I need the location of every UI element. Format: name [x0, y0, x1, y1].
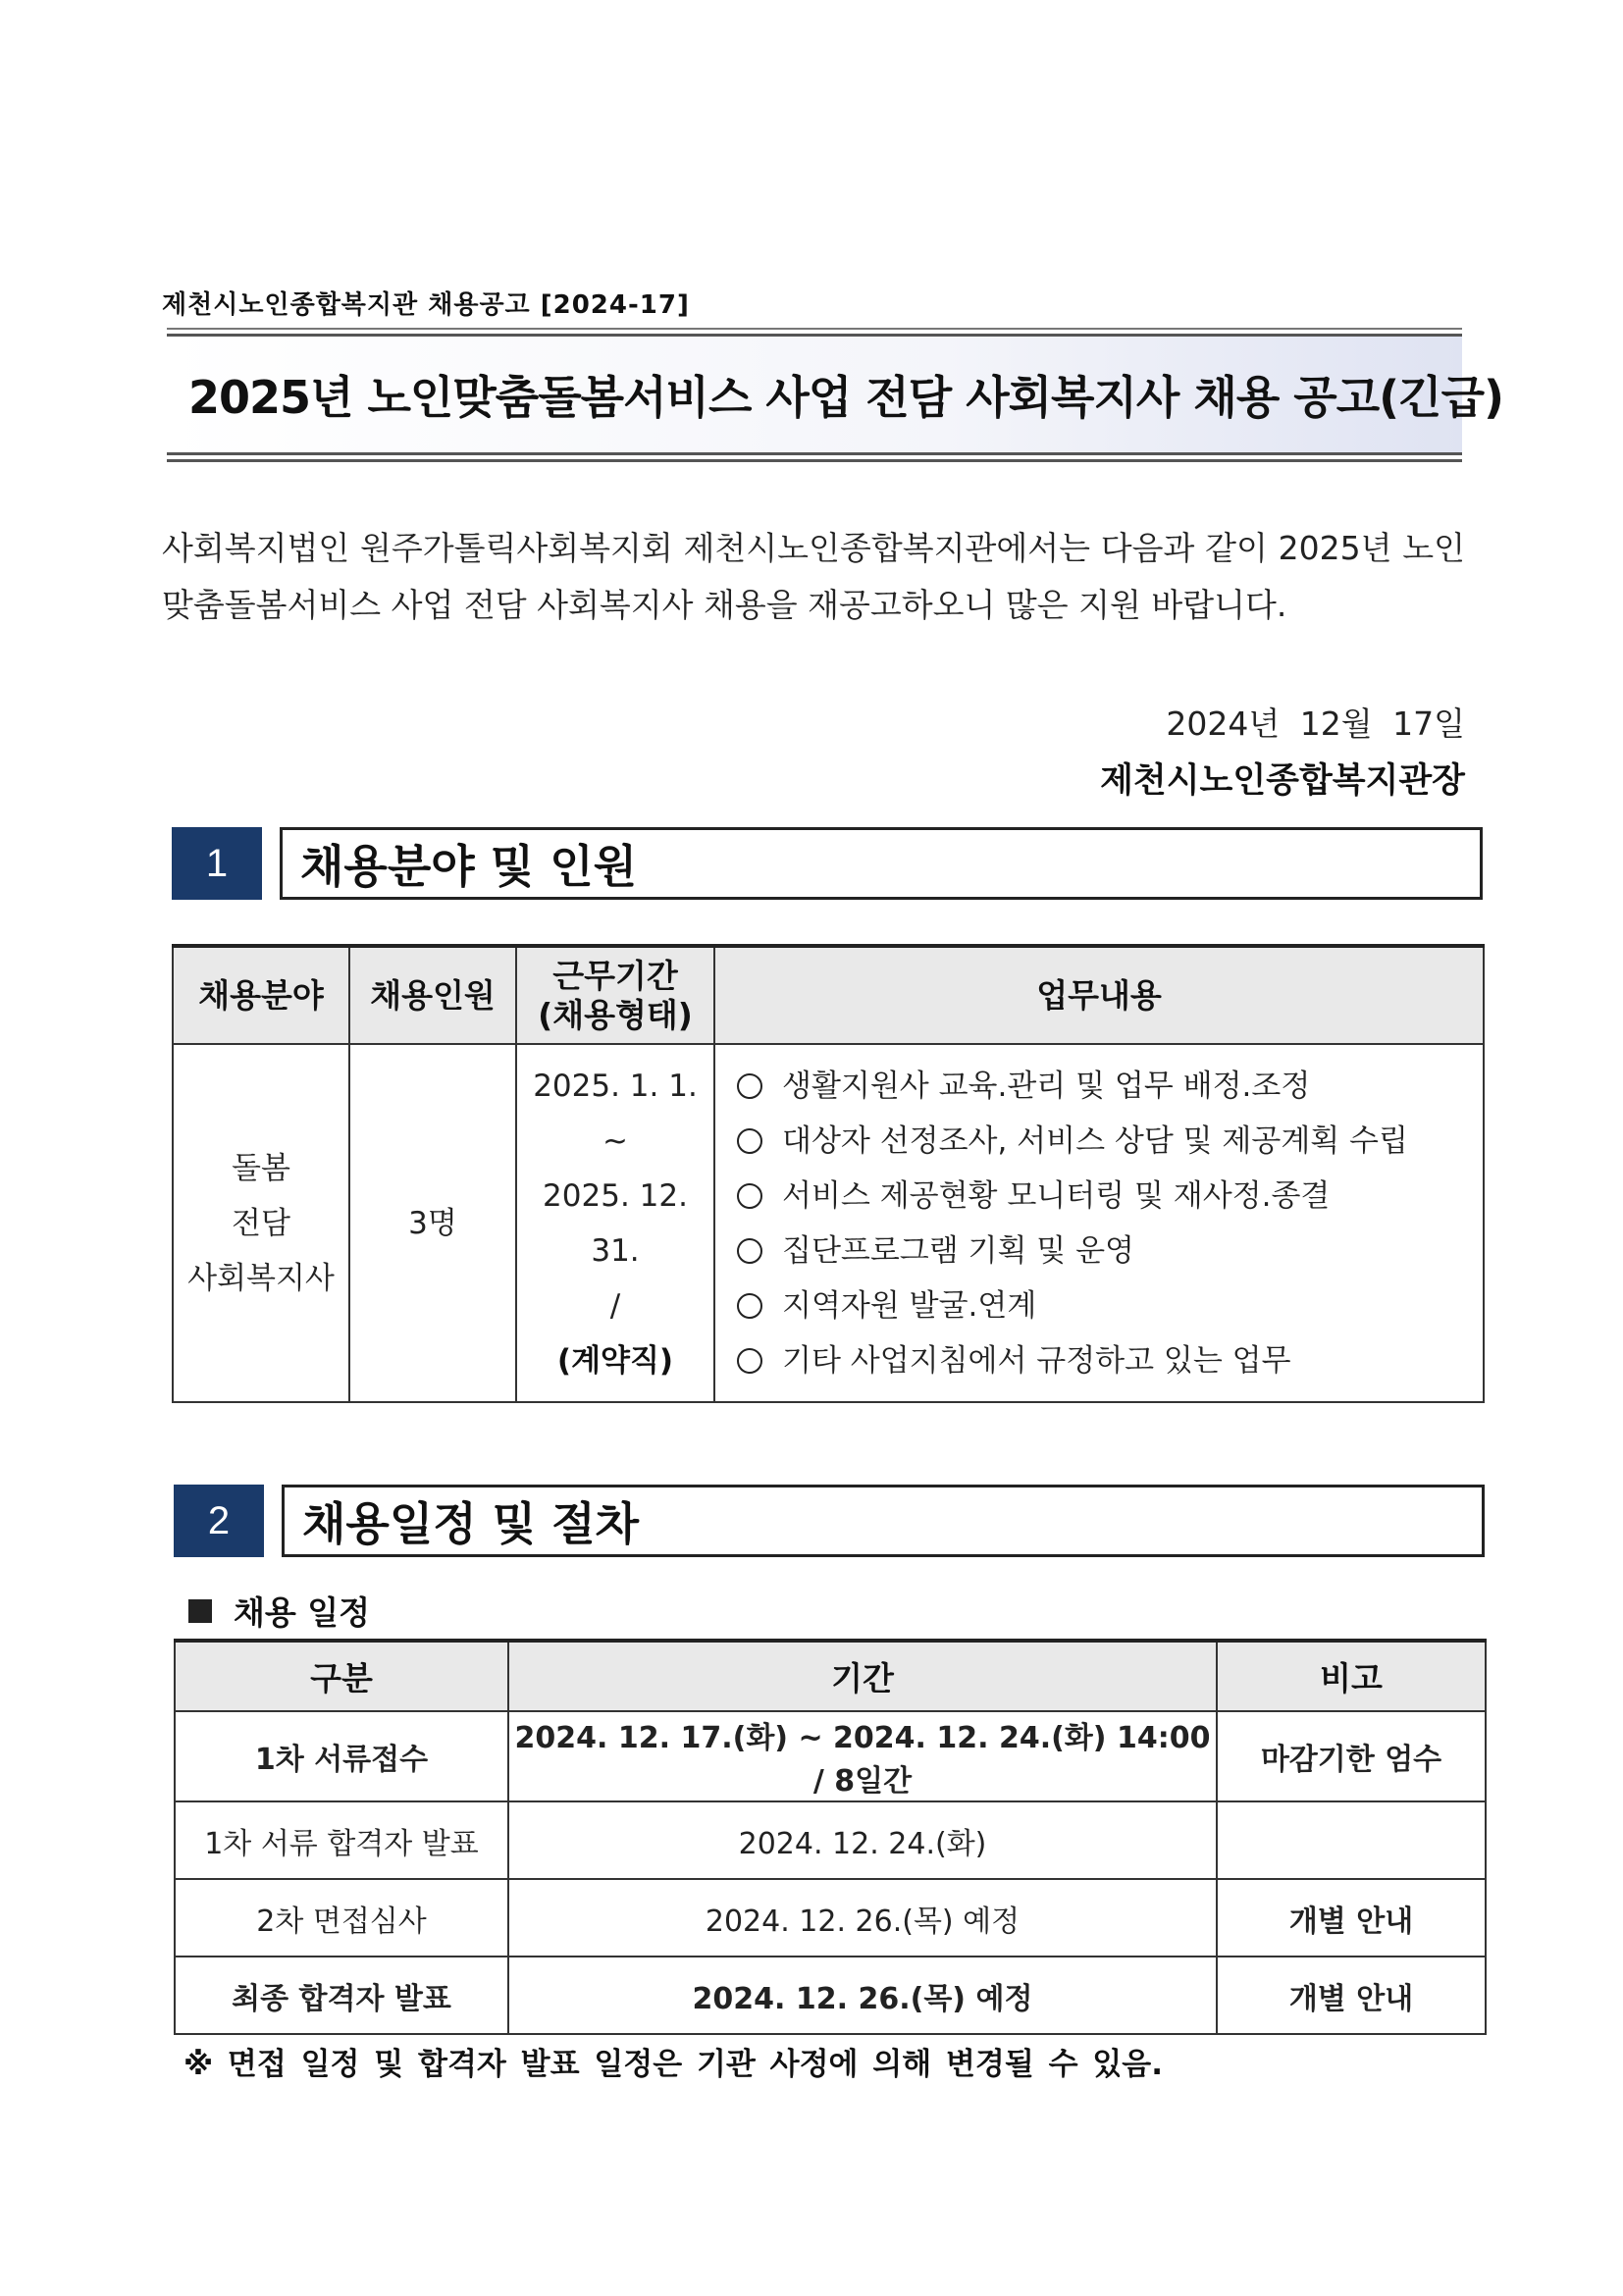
circle-bullet-icon — [737, 1073, 762, 1099]
section1-number: 1 — [172, 827, 262, 900]
circle-bullet-icon — [737, 1128, 762, 1154]
note-cell — [1217, 1801, 1486, 1879]
list-item — [737, 1278, 1482, 1333]
period-separator: ~ — [602, 1122, 628, 1159]
note-cell: 개별 안내 — [1217, 1957, 1486, 2034]
category-cell: 1차 서류접수 — [175, 1711, 508, 1801]
list-item — [737, 1059, 1482, 1114]
duty-text: 집단프로그램 기획 및 운영 — [782, 1232, 1134, 1269]
header-count: 채용인원 — [349, 946, 516, 1044]
table-row — [173, 1044, 1484, 1402]
field-line: 돌봄 — [232, 1150, 290, 1186]
schedule-subheading — [188, 1588, 370, 1634]
period-cell — [516, 1044, 714, 1402]
note-cell: 마감기한 엄수 — [1217, 1711, 1486, 1801]
header-period-line1: 근무기간 — [552, 956, 678, 995]
intro-paragraph: 사회복지법인 원주가톨릭사회복지회 제천시노인종합복지관에서는 다음과 같이 2025년 노인맞춤돌봄서비스 사업 전담 사회복지사 채용을 재공고하오니 많은 지원 바랍니다. — [162, 529, 1465, 624]
field-line: 전담 — [232, 1205, 290, 1241]
notice-number: 제천시노인종합복지관 채용공고 [2024-17] — [162, 290, 690, 320]
duty-text: 서비스 제공현황 모니터링 및 재사정.종결 — [782, 1177, 1331, 1214]
section2-title: 채용일정 및 절차 — [282, 1485, 1485, 1557]
duty-text: 생활지원사 교육.관리 및 업무 배정.조정 — [782, 1068, 1311, 1104]
table-row — [175, 1957, 1486, 2034]
section1-title: 채용분야 및 인원 — [280, 827, 1483, 900]
category-cell: 최종 합격자 발표 — [175, 1957, 508, 2034]
list-item — [737, 1333, 1482, 1388]
period-cell: 2024. 12. 17.(화) ~ 2024. 12. 24.(화) 14:00 / 8일간 — [508, 1711, 1217, 1801]
table-row — [175, 1711, 1486, 1801]
header-category: 구분 — [175, 1641, 508, 1711]
type-separator: / — [609, 1287, 621, 1324]
section2-number: 2 — [174, 1485, 264, 1557]
schedule-table — [174, 1639, 1487, 2035]
employment-type: (계약직) — [556, 1342, 674, 1379]
header-field: 채용분야 — [173, 946, 349, 1044]
recruitment-table — [172, 944, 1485, 1403]
list-item — [737, 1224, 1482, 1278]
note-cell: 개별 안내 — [1217, 1879, 1486, 1957]
table-row — [175, 1879, 1486, 1957]
title-banner — [167, 334, 1504, 455]
page-title: 2025년 노인맞춤돌봄서비스 사업 전담 사회복지사 채용 공고(긴급) — [188, 371, 1504, 424]
circle-bullet-icon — [737, 1238, 762, 1264]
table-row — [175, 1801, 1486, 1879]
duty-text: 대상자 선정조사, 서비스 상담 및 제공계획 수립 — [782, 1122, 1408, 1159]
list-item — [737, 1169, 1482, 1224]
subheading-text: 채용 일정 — [234, 1593, 371, 1632]
duty-text: 기타 사업지침에서 규정하고 있는 업무 — [782, 1342, 1291, 1379]
period-cell: 2024. 12. 26.(목) 예정 — [508, 1957, 1217, 2034]
period-cell: 2024. 12. 24.(화) — [508, 1801, 1217, 1879]
header-note: 비고 — [1217, 1641, 1486, 1711]
table-header-row — [175, 1641, 1486, 1711]
table-header-row — [173, 946, 1484, 1044]
notice-date: 2024년 12월 17일 — [1166, 704, 1465, 743]
square-bullet-icon — [188, 1599, 212, 1623]
signer: 제천시노인종합복지관장 — [1100, 761, 1465, 801]
duties-cell — [714, 1044, 1484, 1402]
count-cell: 3명 — [349, 1044, 516, 1402]
period-cell: 2024. 12. 26.(목) 예정 — [508, 1879, 1217, 1957]
duty-text: 지역자원 발굴.연계 — [782, 1287, 1037, 1324]
circle-bullet-icon — [737, 1183, 762, 1209]
field-cell — [173, 1044, 349, 1402]
header-period-line2: (채용형태) — [538, 995, 693, 1034]
period-end: 2025. 12. 31. — [543, 1177, 688, 1269]
header-schedule-period: 기간 — [508, 1641, 1217, 1711]
header-duties: 업무내용 — [714, 946, 1484, 1044]
category-cell: 2차 면접심사 — [175, 1879, 508, 1957]
circle-bullet-icon — [737, 1293, 762, 1319]
circle-bullet-icon — [737, 1348, 762, 1374]
category-cell: 1차 서류 합격자 발표 — [175, 1801, 508, 1879]
field-line: 사회복지사 — [187, 1260, 335, 1296]
header-period — [516, 946, 714, 1044]
footnote: ※ 면접 일정 및 합격자 발표 일정은 기관 사정에 의해 변경될 수 있음. — [183, 2047, 1164, 2082]
period-start: 2025. 1. 1. — [533, 1068, 698, 1104]
list-item — [737, 1114, 1482, 1169]
